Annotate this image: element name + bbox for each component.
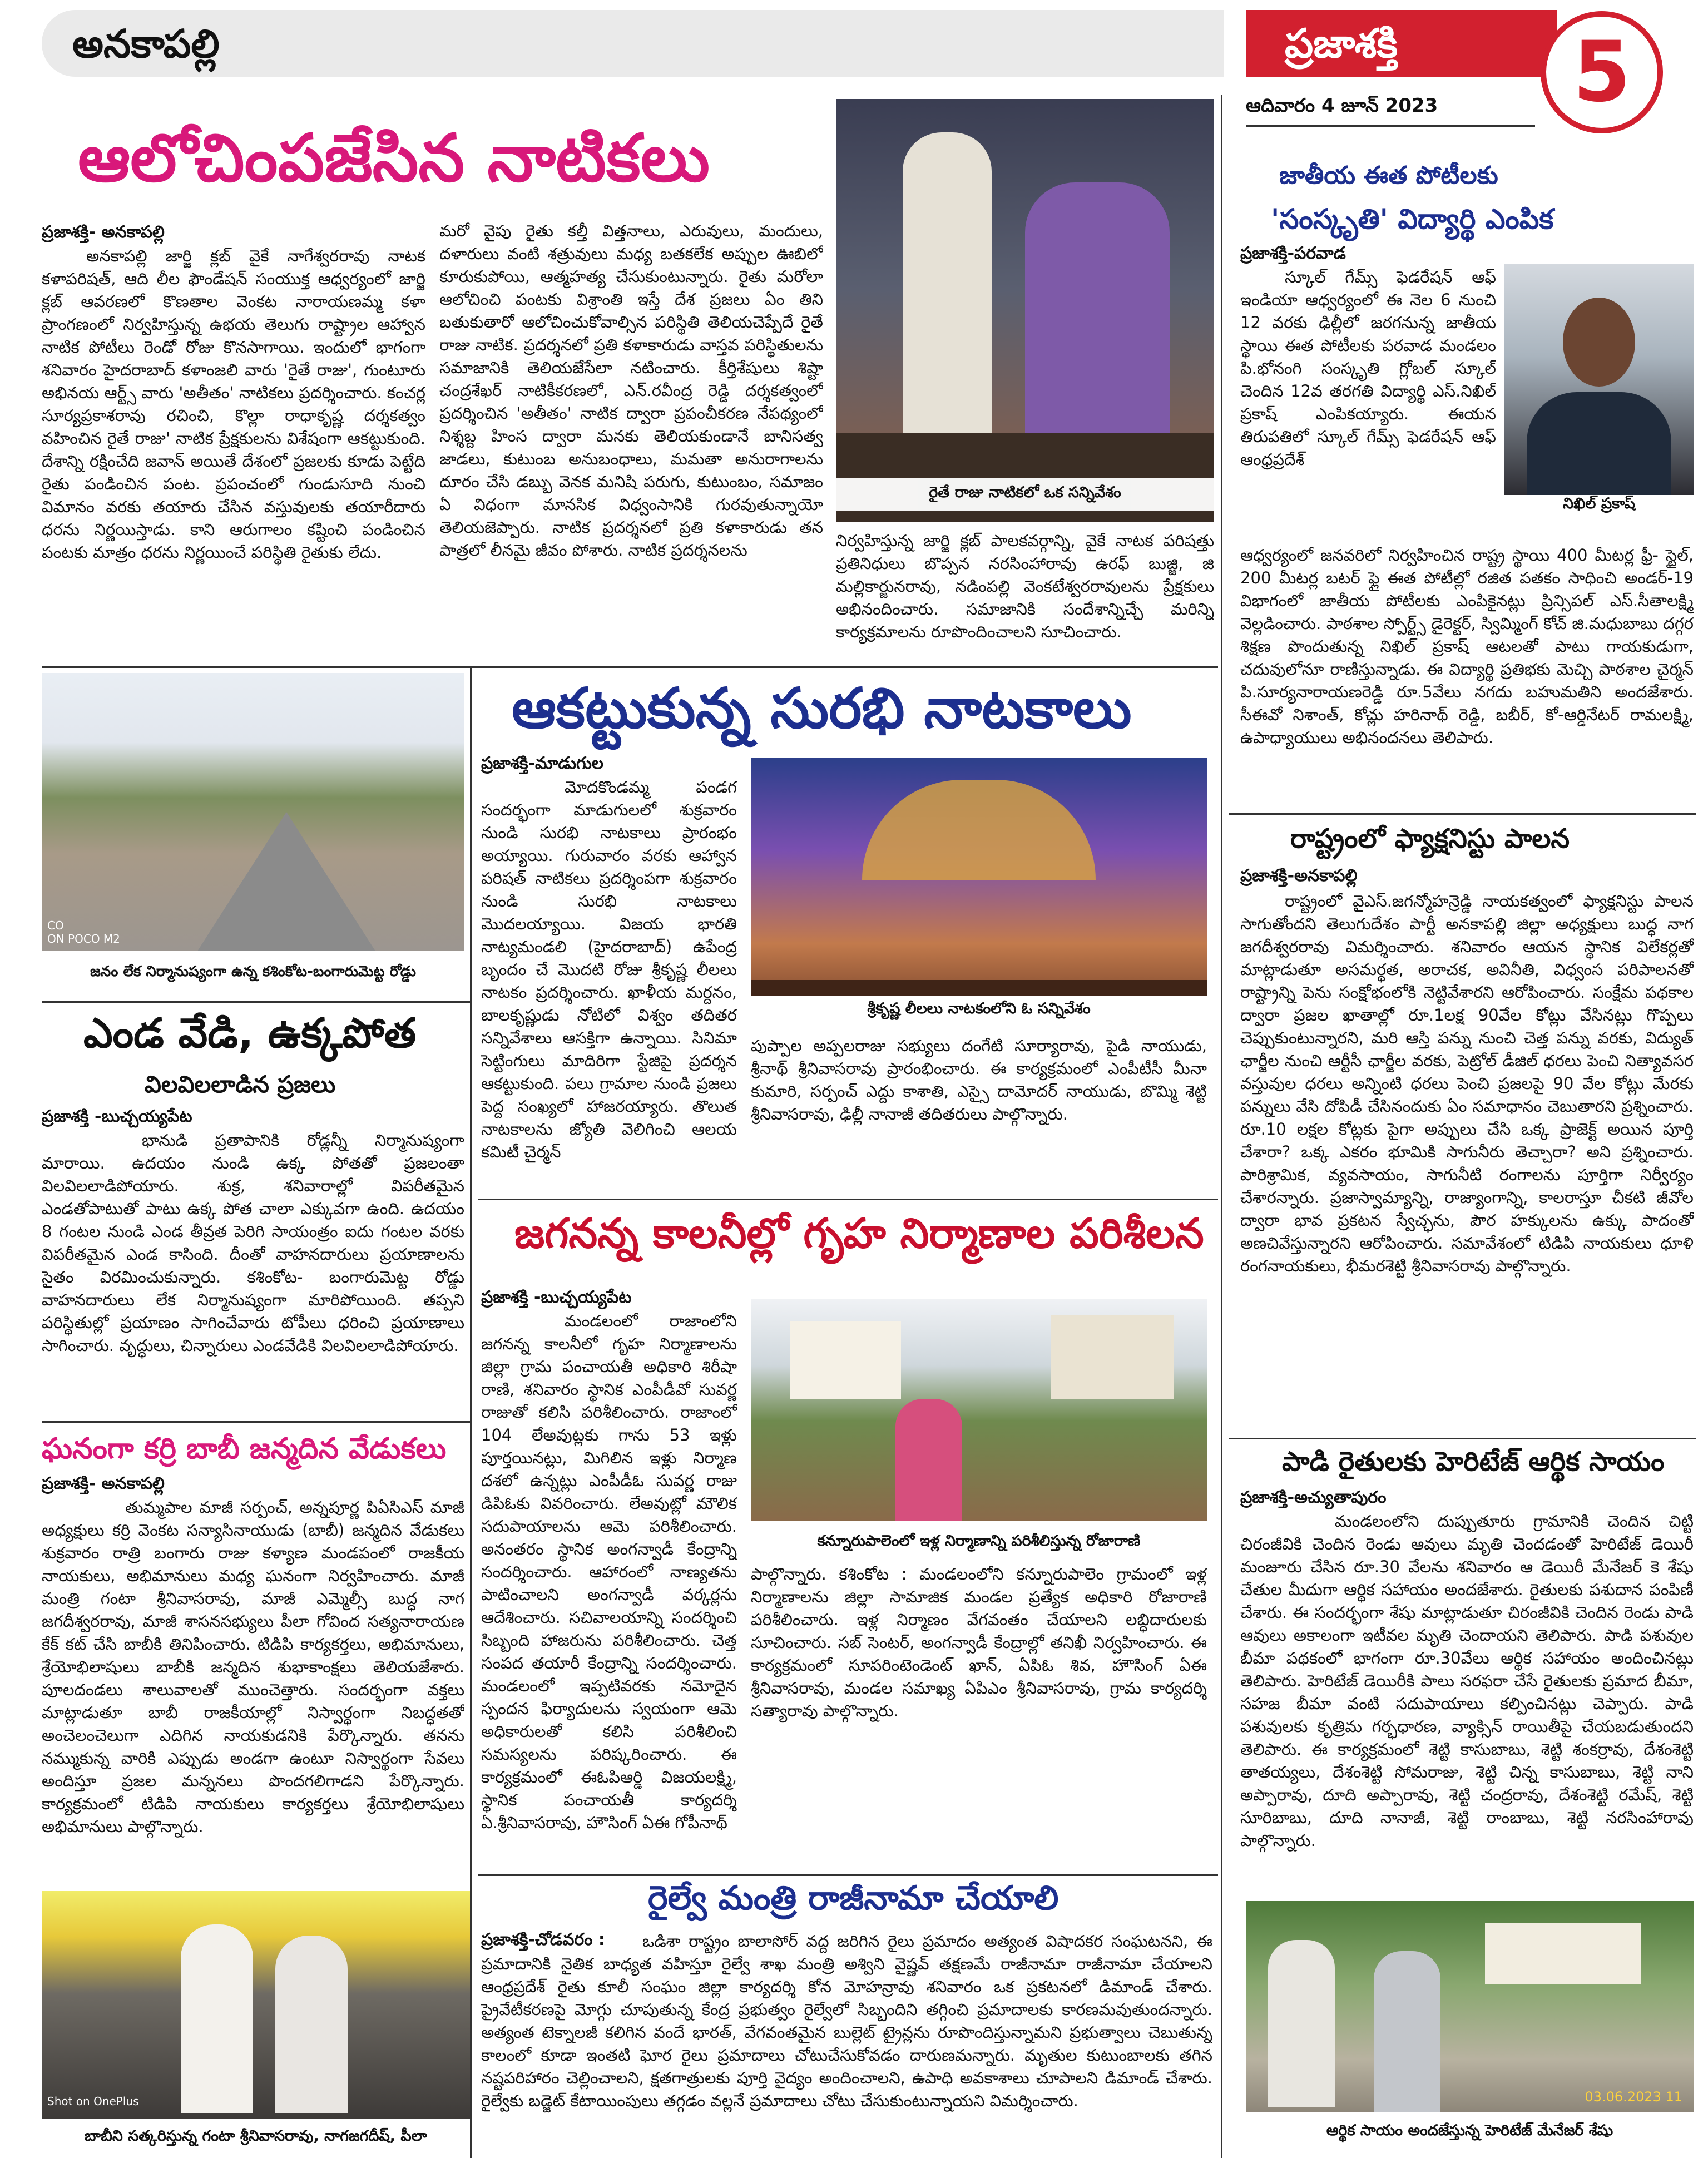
swim-bottom-rule (1229, 813, 1696, 815)
birthday-headline: ఘనంగా కర్రి బాబీ జన్మదిన వేడుకలు (42, 1432, 447, 1466)
banner (1485, 1923, 1641, 1984)
housing-col1: మండలంలో రాజాంలోని జగనన్న కాలనీలో గృహ నిర్మాణాలను జిల్లా గ్రామ పంచాయతీ అధికారి శిరీషా రాణి, శనివారం స్థానిక ఎంపీడీవో సువర్ణ రాజుతో కలిసి పరిశీలించారు. రాజాంలో 104 లేఅవుట్లకు గాను 53 ఇళ్లు పూర్తయినట్లు, మిగిలిన ఇళ్లు నిర్మాణ దశలో ఉన్నట్లు ఎంపీడీఓ సువర్ణ రాజు డిపిఓకు వివరించారు. లేఅవుట్లో మౌలిక సదుపాయాలను ఆమె పరిశీలించారు. అనంతరం స్థానిక అంగన్వాడీ కేంద్రాన్ని సందర్శించారు. ఆహారంలో నాణ్యతను పాటించాలని అంగన్వాడీ వర్కర్లను ఆదేశించారు. సచివాలయాన్ని సందర్శించి సిబ్బంది హాజరును పరిశీలించారు. చెత్త సంపద తయారీ కేంద్రాన్ని సందర్శించారు. మండలంలో ఇప్పటివరకు నమోదైన స్పందన ఫిర్యాదులను స్వయంగా ఆమె అధికారులతో కలిసి పరిశీలించి సమస్యలను పరిష్కరించారు. ఈ కార్యక్రమంలో ఈఓపిఆర్డి విజయలక్ష్మి, స్థానిక పంచాయతీ కార్యదర్శి ఏ.శ్రీనివాసరావు, హౌసింగ్ ఏఈ గోపీనాథ్ (481, 1311, 737, 1832)
housing-photo-caption: కన్నూరుపాలెంలో ఇళ్ల నిర్మాణాన్ని పరిశీలిస్తున్న రోజారాణి (817, 1532, 1141, 1550)
heat-headline: ఎండ వేడి, ఉక్కపోత (83, 1009, 417, 1057)
right-column-rule (1221, 95, 1222, 2158)
student-face (1563, 298, 1635, 387)
person-figure (275, 1936, 348, 2113)
swim-headline-2: 'సంస్కృతి' విద్యార్థి ఎంపిక (1271, 203, 1554, 235)
article1-col3: నిర్వహిస్తున్న జార్జి క్లబ్ పాలకవర్గాన్ని, వైకే నాటక పరిషత్తు ప్రతినిధులు బొప్పన నరసింహారావు ఉరఫ్ బుజ్జి, జి మల్లికార్జునరావు, నడింపల్లి వెంకటేశ్వరరావులను ప్రేక్షకులు అభినందించారు. సమాజానికి సందేశాన్నిచ్చే మరిన్ని కార్యక్రమాలను రూపొందించాలని సూచించారు. (836, 531, 1214, 641)
birthday-byline: ప్రజాశక్తి- అనకాపల్లి (42, 1474, 165, 1493)
faction-body: రాష్ట్రంలో వైఎస్.జగన్మోహన్రెడ్డి నాయకత్వంలో ఫ్యాక్షనిస్టు పాలన సాగుతోందని తెలుగుదేశం పార్టీ అనకాపల్లి జిల్లా అధ్యక్షులు బుద్ధ నాగ జగదీశ్వరరావు విమర్శించారు. శనివారం ఆయన స్థానిక విలేకర్లతో మాట్లాడుతూ అసమర్థత, అరాచక, అవినీతి, విధ్వంస పరిపాలనతో రాష్ట్రాన్ని పెను సంక్షోభంలోకి నెట్టివేశారని ఆరోపించారు. సంక్షేమ పథకాల ద్వారా ప్రజల ఖాతాల్లో రూ.1లక్ష 90వేల కోట్లు వేసినట్లు గొప్పలు చెప్పుకుంటున్నారని, మరి ఆస్తి పన్ను నుంచి చెత్త పన్ను వరకు, విద్యుత్ ఛార్జీల నుంచి ఆర్టీసీ ఛార్జీల వరకు, పెట్రోల్ డీజిల్ ధరలు పెంచి నిత్యావసర వస్తువుల ధరలు అన్నింటి ధరలు పెంచి ప్రజలపై 90 వేల కోట్లు మేరకు పన్నులు వేసి దోపిడీ చేసినందుకు ఏం సమాధానం చెబుతారని ప్రశ్నించారు. రూ.10 లక్షల కోట్లకు పైగా అప్పులు చేసి ఒక్క ప్రాజెక్ట్ అయిన పూర్తి చేశారా? ఒక్క ఎకరం భూమికి సాగునీరు తెచ్చారా? అని ప్రశ్నించారు. పారిశ్రామిక, వ్యవసాయం, సాగునీటి రంగాలను పూర్తిగా నిర్వీర్యం చేశారన్నారు. ప్రజాస్వామ్యాన్ని, రాజ్యాంగాన్ని, కాలరాస్తూ చీకటి జీవోల ద్వారా భావ ప్రకటన స్వేచ్ఛను, పౌర హక్కులను ఉక్కు పాదంతో అణచివేస్తున్నారని ఆరోపించారు. సమావేశంలో టిడిపి నాయకులు ధూళి రంగనాయకులు, భీమరశెట్టి శ్రీనివాసరావు పాల్గొన్నారు. (1240, 892, 1694, 1275)
birthday-photo (42, 1891, 470, 2119)
header-district-bar (42, 10, 1224, 77)
date-line: ఆదివారం 4 జూన్ 2023 (1246, 95, 1438, 117)
header-masthead-bar (1246, 10, 1557, 77)
person-figure (895, 1399, 962, 1521)
photo-timestamp: 03.06.2023 11 (1585, 2089, 1682, 2105)
camera-watermark: CO ON POCO M2 (47, 919, 120, 946)
road-surface (197, 812, 375, 951)
surabhi-col2: పుప్పాల అప్పలరాజు సభ్యులు దంగేటి సూర్యారావు, పైడి నాయుడు, శ్రీనాథ్ శ్రీనివాసరావు ప్రారంభించారు. ఈ కార్యక్రమంలో ఎంపీటీసీ మీనా కుమారి, సర్పంచ్ ఎద్దు కాశాతి, ఎస్సై దామోదర్ నాయుడు, బొమ్మి శెట్టి శ్రీనివాసరావు, ఢిల్లీ నానాజీ తదితరులు పాల్గొన్నారు. (751, 1036, 1207, 1123)
heritage-body: మండలంలోని దుప్పుతూరు గ్రామానికి చెందిన చిట్టి చిరంజీవికి చెందిన రెండు ఆవులు మృతి చెందడంతో హెరిటేజ్ డెయిరీ మంజూరు చేసిన రూ.30 వేలను శనివారం ఆ డెయిరీ మేనేజర్ కె శేషు చేతుల మీదుగా ఆర్థిక సహాయం అందజేశారు. రైతులకు పశుదాన పంపిణీ చేశారు. ఈ సందర్భంగా శేషు మాట్లాడుతూ చిరంజీవికి చెందిన రెండు పాడి ఆవులు అకాలంగా ఇటీవల మృతి చెందాయని తెలిపారు. పాడి పశువుల బీమా పథకంలో భాగంగా రూ.30వేలు ఆర్థిక సహాయం అందించినట్లు తెలిపారు. హెరిటేజ్ డెయిరీకి పాలు సరఫరా చేసే రైతులకు ప్రమాద బీమా, సహజ బీమా వంటి సదుపాయాలు కల్పించినట్లు చెప్పారు. పాడి పశువులకు కృత్రిమ గర్భధారణ, వ్యాక్సిన్ రాయితీపై చేయబడుతుందని తెలిపారు. ఈ కార్యక్రమంలో శెట్టి కాసుబాబు, శెట్టి శంకర్రావు, దేశంశెట్టి తాతయ్యలు, దేశంశెట్టి సోమరాజు, శెట్టి చిన్న కాసుబాబు, శెట్టి నాని అప్పారావు, దూది అప్పారావు, శెట్టి చంద్రరావు, దేశంశెట్టి రమేష్, శెట్టి సూరిబాబు, దూది నానాజీ, శెట్టి రాంబాబు, శెట్టి నరసింహారావు పాల్గొన్నారు. (1240, 1512, 1694, 1850)
housing-headline: జగనన్న కాలనీల్లో గృహ నిర్మాణాల పరిశీలన (514, 1210, 1204, 1258)
railway-headline: రైల్వే మంత్రి రాజీనామా చేయాలి (648, 1879, 1059, 1918)
birthday-body: తుమ్మపాల మాజీ సర్పంచ్, అన్నపూర్ణ పిఏసిఎస్ మాజీ అధ్యక్షులు కర్రి వెంకట సన్యాసినాయుడు (బాబీ) జన్మదిన వేడుకలు శుక్రవారం రాత్రి బంగారు రాజు కళ్యాణ మండపంలో రాజకీయ నాయకులు, అభిమానులు మధ్య ఘనంగా నిర్వహించారు. మాజీ మంత్రి గంటా శ్రీనివాసరావు, మాజీ ఎమ్మెల్సీ బుద్ధ నాగ జగదీశ్వరరావు, మాజీ శాసనసభ్యులు పీలా గోవింద సత్యనారాయణ కేక్ కట్ చేసి బాబీకి తినిపించారు. టిడిపి కార్యకర్తలు, అభిమానులు, శ్రేయోభిలాషులు బాబీకి జన్మదిన శుభాకాంక్షలు తెలియజేశారు. పూలదండలు శాలువాలతో ముంచెత్తారు. సందర్భంగా వక్తలు మాట్లాడుతూ బాబీ రాజకీయాల్లో నిస్వార్థంగా నిబద్ధతతో అంచెలంచెలుగా ఎదిగిన నాయకుడనికి పేర్కొన్నారు. తనను నమ్ముకున్న వారికి ఎప్పుడు అండగా ఉంటూ నిస్వార్థంగా సేవలు అందిస్తూ ప్రజల మన్ననలు పొందగలిగాడని పేర్కొన్నారు. కార్యక్రమంలో టిడిపి నాయకులు కార్యకర్తలు శ్రేయోభిలాషులు అభిమానులు పాల్గొన్నారు. (42, 1498, 464, 1836)
house-structure (1051, 1315, 1174, 1399)
heat-subhead: విలవిలలాడిన ప్రజలు (145, 1071, 336, 1098)
student-shirt (1527, 392, 1671, 495)
swim-byline: ప్రజాశక్తి-పరవాడ (1240, 244, 1346, 263)
surabhi-byline: ప్రజాశక్తి-మాడుగుల (481, 754, 604, 773)
swim-photo (1504, 264, 1694, 495)
article1-headline: ఆలోచింపజేసిన నాటికలు (78, 120, 710, 196)
faction-byline: ప్రజాశక్తి-అనకాపల్లి (1240, 866, 1358, 885)
road-photo (42, 673, 464, 951)
heritage-byline: ప్రజాశక్తి-అచ్యుతాపురం (1240, 1488, 1387, 1507)
paper-name: ప్రజాశక్తి (1285, 20, 1398, 67)
article1-photo (836, 99, 1214, 522)
date-divider (1246, 125, 1535, 127)
surabhi-headline: ఆకట్టుకున్న సురభి నాటకాలు (512, 676, 1132, 741)
swim-body-top: స్కూల్ గేమ్స్ ఫెడరేషన్ ఆఫ్ ఇండియా ఆధ్వర్యంలో ఈ నెల 6 నుంచి 12 వరకు ఢిల్లీలో జరగనున్న జాతీయ స్థాయి ఈత పోటీలకు పరవాడ మండలం పి.భోనంగి సంస్కృతి గ్లోబల్ స్కూల్ చెందిన 12వ తరగతి విద్యార్థి ఎస్.నిఖిల్ ప్రకాష్ ఎంపికయ్యారు. ఈయన తిరుపతిలో స్కూల్ గేమ్స్ ఫెడరేషన్ ఆఫ్ ఆంధ్రప్రదేశ్ (1240, 268, 1496, 469)
swim-body-bottom: ఆధ్వర్యంలో జనవరిలో నిర్వహించిన రాష్ట్ర స్థాయి 400 మీటర్ల ఫ్రీ- స్టైల్, 200 మీటర్ల బటర్ ఫ్లై ఈత పోటీల్లో రజిత పతకం సాధించి అండర్-19 విభాగంలో జాతీయ పోటీలకు ఎంపికైనట్లు ప్రిన్సిపల్ ఎస్.సీతాలక్ష్మి వెల్లడించారు. పాఠశాల స్పోర్ట్స్ డైరెక్టర్, స్విమ్మింగ్ కోచ్ జి.మధుబాబు దగ్గర శిక్షణ పొందుతున్న నిఖిల్ ప్రకాష్ ఆటలతో పాటు గాయకుడుగా, చదువులోనూ రాణిస్తున్నాడు. ఈ విద్యార్థి ప్రతిభకు మెచ్చి పాఠశాల చైర్మన్ పి.సూర్యనారాయణరెడ్డి రూ.5వేలు నగదు బహుమతిని అందజేశారు. సీఈవో నిశాంత్, కోచ్లు హరినాథ్ రెడ్డి, బబీర్, కో-ఆర్డినేటర్ రామలక్ష్మి, ఉపాధ్యాయులు అభినందనలు తెలిపారు. (1240, 546, 1694, 747)
left-column-rule (470, 667, 472, 2158)
road-bottom-rule (42, 1001, 470, 1003)
housing-photo (751, 1299, 1207, 1521)
heritage-headline: పాడి రైతులకు హెరిటేజ్ ఆర్థిక సాయం (1282, 1446, 1665, 1477)
railway-byline: ప్రజాశక్తి-చోడవరం : (481, 1930, 605, 1949)
page-number-badge: 5 (1541, 11, 1663, 133)
district-name: అనకాపల్లి (72, 21, 220, 67)
heat-bottom-rule (42, 1421, 470, 1423)
surabhi-bottom-rule (478, 1199, 1218, 1200)
heritage-photo-caption: ఆర్థిక సాయం అందజేస్తున్న హెరిటేజ్ మేనేజర్ శేషు (1326, 2122, 1613, 2139)
house-structure (790, 1321, 901, 1399)
housing-col2: పాల్గొన్నారు. కశింకోట : మండలంలోని కన్నూరుపాలెం గ్రామంలో ఇళ్ల నిర్మాణాలను జిల్లా సామాజిక మండల ప్రత్యేక అధికారి రోజారాణి పరిశీలించారు. ఇళ్ల నిర్మాణం వేగవంతం చేయాలని లబ్ధిదారులకు సూచించారు. సబ్ సెంటర్, అంగన్వాడీ కేంద్రాల్లో తనిఖీ నిర్వహించారు. ఈ కార్యక్రమంలో సూపరింటెండెంట్ ఖాన్, ఏపిఓ శివ, హౌసింగ్ ఏఈ శ్రీనివాసరావు, మండల సమాఖ్య ఏపిఎం శ్రీనివాసరావు, గ్రామ కార్యదర్శి సత్యారావు పాల్గొన్నారు. (751, 1565, 1207, 1720)
article1-byline: ప్రజాశక్తి- అనకాపల్లి (42, 222, 165, 242)
swim-photo-caption: నిఖిల్ ప్రకాష్ (1563, 495, 1635, 512)
article1-col1: అనకాపల్లి జార్జి క్లబ్ వైకే నాగేశ్వరరావు నాటక కళాపరిషత్, ఆది లీల ఫౌండేషన్ సంయుక్త ఆధ్వర్యంలో జార్జి క్లబ్ ఆవరణలో కొణతాల వెంకట నారాయణమ్మ కళా ప్రాంగణంలో నిర్వహిస్తున్న ఉభయ తెలుగు రాష్ట్రాల ఆహ్వాన నాటిక పోటీలు రెండో రోజు కొనసాగాయి. ఇందులో భాగంగా శనివారం హైదరాబాద్ కళాంజలి వారు 'రైతే రాజు', గుంటూరు అభినయ ఆర్ట్స్ వారు 'అతీతం' నాటికలు ప్రదర్శించారు. కంచర్ల సూర్యప్రకాశరావు రచించి, కొల్లా రాధాకృష్ణ దర్శకత్వం వహించిన రైతే రాజు' నాటిక ప్రేక్షకులను విశేషంగా ఆకట్టుకుంది. దేశాన్ని రక్షించేది జవాన్ అయితే దేశంలో ప్రజలకు కూడు పెట్టేది రైతు పండించిన పంట. ప్రపంచంలో గుండుసూది నుంచి విమానం వరకు తయారు చేసిన వస్తువులకు తయారీదారు ధరను నిర్ణయిస్తాడు. కాని ఆరుగాలం కష్టించి పండించిన పంటకు మాత్రం ధరను నిర్ణయించే పరిస్థితి రైతుకు లేదు. (42, 246, 425, 562)
surabhi-col1: మోదకొండమ్మ పండగ సందర్భంగా మాడుగులలో శుక్రవారం నుండి సురభి నాటకాలు ప్రారంభం అయ్యాయి. గురువారం వరకు ఆహ్వాన పరిషత్ నాటికలు ప్రదర్శింపగా శుక్రవారం నుండి సురభి నాటకాలు మొదలయ్యాయి. విజయ భారతి నాట్యమండలి (హైదరాబాద్) ఉపేంద్ర బృందం చే మొదటి రోజు శ్రీకృష్ణ లీలలు నాటకం ప్రదర్శించారు. ఖాళీయ మర్దనం, బాలకృష్ణుడు నోటిలో విశ్వం తదితర సన్నివేశాలు ఆసక్తిగా ఉన్నాయి. సినిమా సెట్టింగులు మాదిరిగా స్టేజిపై ప్రదర్శన ఆకట్టుకుంది. పలు గ్రామాల నుండి ప్రజలు పెద్ద సంఖ్యలో హాజరయ్యారు. తొలుత నాటకాలను జ్యోతి వెలిగించి ఆలయ కమిటీ చైర్మన్ (481, 778, 737, 1161)
stage-arch (862, 780, 1096, 880)
housing-byline: ప్రజాశక్తి -బుచ్చయ్యపేట (481, 1288, 632, 1307)
surabhi-photo-caption: శ్రీకృష్ణ లీలలు నాటకంలోని ఓ సన్నివేశం (751, 996, 1207, 1026)
person-figure (1268, 1940, 1335, 2107)
road-photo-caption: జనం లేక నిర్మానుష్యంగా ఉన్న కశింకోట-బంగారుమెట్ట రోడ్డు (90, 963, 416, 980)
housing-bottom-rule (478, 1874, 1218, 1876)
heat-body: భానుడి ప్రతాపానికి రోడ్లన్నీ నిర్మానుష్యంగా మారాయి. ఉదయం నుండి ఉక్క పోతతో ప్రజలంతా విలవిలలాడిపోయారు. శుక్ర, శనివారాల్లో విపరీతమైన ఎండతోపాటుతో పాటు ఉక్క పోత చాలా ఎక్కువగా ఉంది. ఉదయం 8 గంటల నుండి ఎండ తీవ్రత పెరిగి సాయంత్రం ఐదు గంటల వరకు విపరీతమైన ఎండ కాసింది. దీంతో వాహనదారులు ప్రయాణాలను సైతం విరమించుకున్నారు. కశింకోట- బంగారుమెట్ట రోడ్డు వాహనదారులు లేక నిర్మానుష్యంగా మారిపోయింది. తప్పని పరిస్థితుల్లో ప్రయాణం సాగించేవారు టోపీలు ధరించి ప్రయాణాలు సాగించారు. వృద్ధులు, చిన్నారులు ఎండవేడికి విలవిలలాడిపోయారు. (42, 1131, 464, 1355)
railway-body: ఒడిశా రాష్ట్రం బాలాసోర్ వద్ద జరిగిన రైలు ప్రమాదం అత్యంత విషాదకర సంఘటనని, ఈ ప్రమాదానికి నైతిక బాధ్యత వహిస్తూ రైల్వే శాఖ మంత్రి అశ్విని వైష్ణవ్ తక్షణమే రాజీనామా రాజీనామా చేయాలని ఆంధ్రప్రదేశ్ రైతు కూలీ సంఘం జిల్లా కార్యదర్శి కోన మోహన్రావు శనివారం ఒక ప్రకటనలో డిమాండ్ చేశారు. ప్రైవేటీకరణపై మోగ్గు చూపుతున్న కేంద్ర ప్రభుత్వం రైల్వేలో సిబ్బందిని తగ్గించి ప్రమాదాలకు కారణమవుతుందన్నారు. అత్యంత టెక్నాలజీ కలిగిన వందే భారత్, వేగవంతమైన బుల్లెట్ ట్రైన్లను రూపొందిస్తున్నామని ప్రభుత్వాలు చెబుతున్న కాలంలో కూడా ఇంతటి ఘోర రైలు ప్రమాదాలు చోటుచేసుకోవడం దారుణమన్నారు. మృతుల కుటుంబాలకు తగిన నష్టపరిహారం చెల్లించాలని, క్షతగాత్రులకు పూర్తి వైద్యం అందించాలని, ఉపాధి అవకాశాలు చూపాలని డిమాండ్ చేశారు. రైల్వేకు బడ్జెట్ కేటాయింపులు తగ్గడం వల్లనే ప్రమాదాలు చోటు చేసుకుంటున్నాయని విమర్శించారు. (481, 1932, 1212, 2110)
swim-headline-1: జాతీయ ఈత పోటీలకు (1279, 161, 1498, 190)
article1-photo-caption: రైతే రాజు నాటికలో ఒక సన్నివేశం (836, 478, 1214, 511)
birthday-photo-caption: బాబీని సత్కరిస్తున్న గంటా శ్రీనివాసరావు, నాగజగదీష్, పీలా (85, 2127, 427, 2145)
person-figure (181, 1924, 253, 2113)
faction-headline: రాష్ట్రంలో ఫ్యాక్షనిస్టు పాలన (1290, 823, 1570, 854)
faction-bottom-rule (1229, 1438, 1696, 1439)
heat-byline: ప్రజాశక్తి -బుచ్చయ్యపేట (42, 1107, 192, 1126)
article1-bottom-rule (42, 666, 1218, 668)
camera-watermark: Shot on OnePlus (47, 2095, 139, 2108)
person-figure (1374, 1951, 1440, 2112)
actor-figure-1 (903, 132, 992, 444)
article1-col2: మరో వైపు రైతు కల్తీ విత్తనాలు, ఎరువులు, మందులు, దళారులు వంటి శత్రువులు మధ్య బతకలేక అప్పుల ఊబిలో కూరుకుపోయి, ఆత్మహత్య చేసుకుంటున్నారు. రైతు మరోలా ఆలోచించి పంటకు విశ్రాంతి ఇస్తే దేశ ప్రజలు ఏం తిని బతుకుతారో ఆలోచించుకోవాల్సిన పరిస్థితి తెలియచెప్పేదే రైతే రాజు నాటిక. ప్రదర్శనలో ప్రతి కళాకారుడు వాస్తవ పరిస్థితులను సమాజానికి తెలియజేసేలా నటించారు. కీర్తిశేషులు శిష్టా చంద్రశేఖర్ నాటికీకరణలో, ఎన్.రవీంద్ర రెడ్డి దర్శకత్వంలో ప్రదర్శించిన 'అతీతం' నాటిక ద్వారా ప్రపంచీకరణ నేపథ్యంలో నిశ్శబ్ద హింస ద్వారా మనకు తెలియకుండానే బానిసత్వ జాడలు, కుటుంబ అనుబంధాలు, మమతా అనురాగాలను దూరం చేసి డబ్బు వెనక మనిషి పరుగు, కుటుంబం, సమాజం ఏ విధంగా మానసిక విధ్వంసానికి గురవుతున్నాయో తెలియజెప్పారు. నాటిక ప్రదర్శనలో ప్రతి కళాకారుడు తన పాత్రలో లీనమై జీవం పోశారు. నాటిక ప్రదర్శనలను (439, 221, 823, 560)
heritage-photo (1246, 1901, 1694, 2112)
surabhi-photo (751, 758, 1207, 1023)
